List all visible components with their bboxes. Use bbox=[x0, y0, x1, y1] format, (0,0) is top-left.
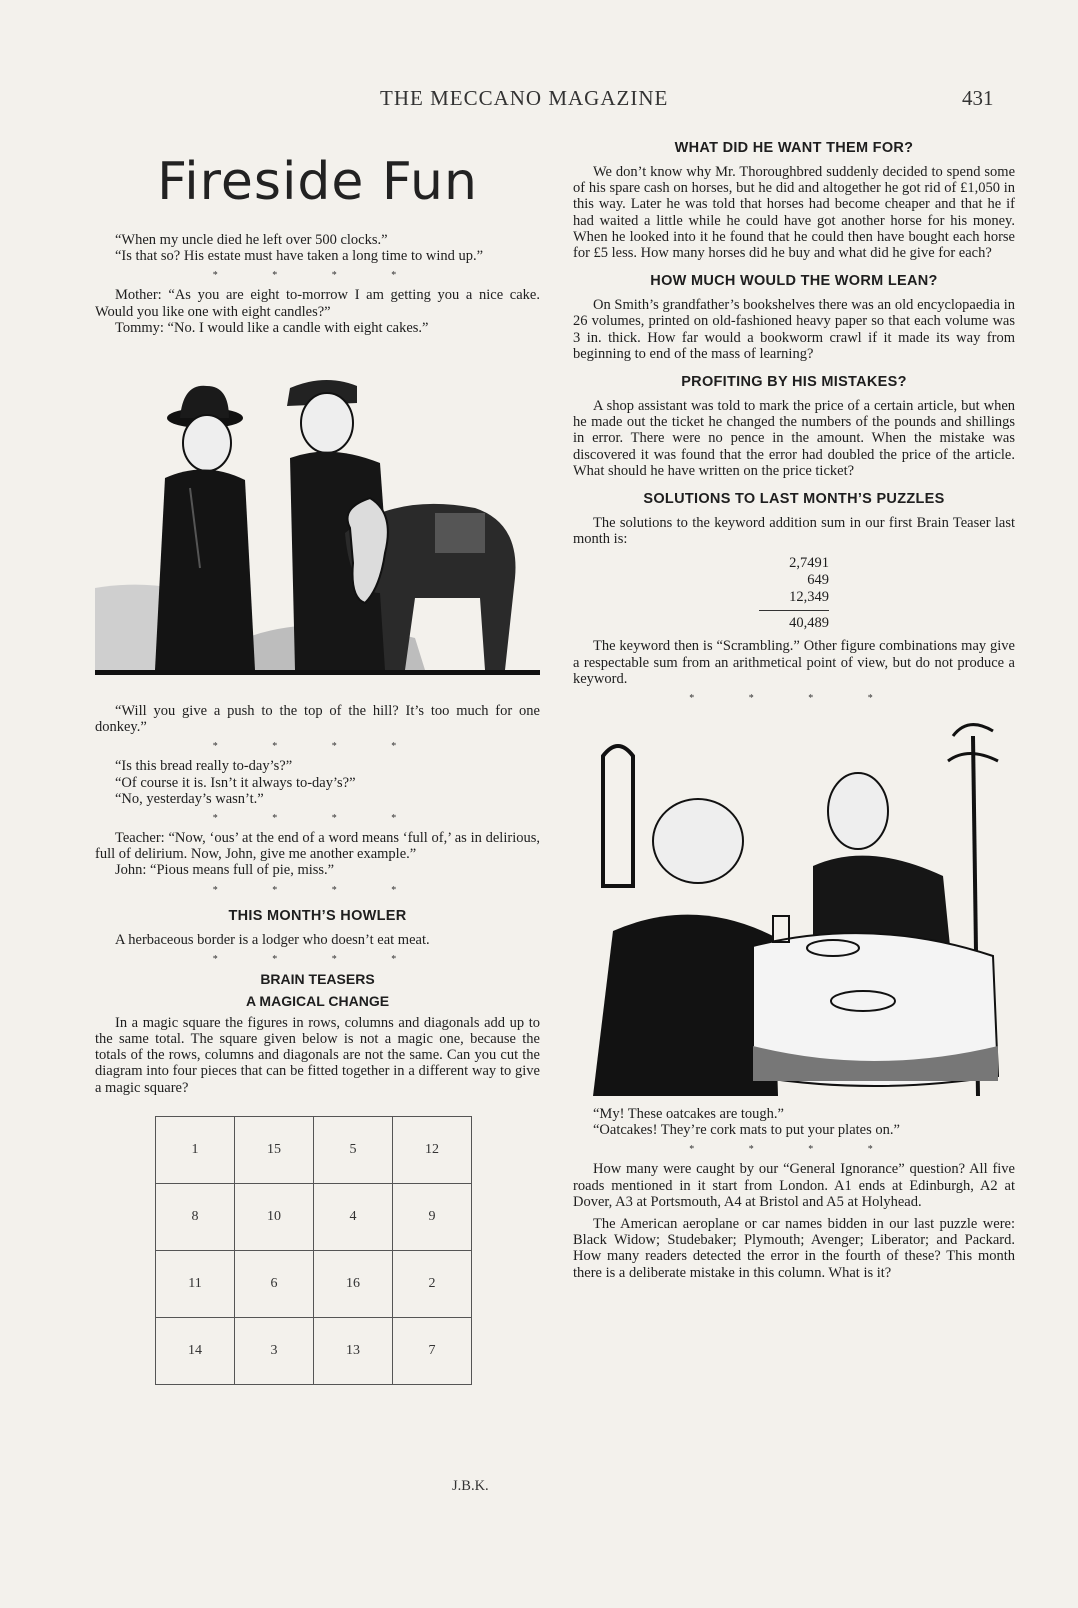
section-divider: * * * * bbox=[212, 953, 423, 965]
section-divider: * * * * bbox=[212, 270, 423, 282]
section-divider: * * * * bbox=[689, 1144, 899, 1156]
section-divider: * * * * bbox=[689, 693, 899, 705]
keyword-text: The keyword then is “Scrambling.” Other figure combinations may give a respectable sum from an arithmetical point of view, but do not produce a keyword. bbox=[573, 638, 1015, 687]
joke-tommy: Tommy: “No. I would like a candle with eight cakes.” bbox=[115, 319, 429, 336]
magic-square-row bbox=[156, 1183, 472, 1250]
magic-square-cell: 11 bbox=[156, 1250, 235, 1317]
magic-square bbox=[155, 1116, 472, 1385]
joke-mother: Mother: “As you are eight to-morrow I am getting you a nice cake. Would you like one with eight candles?” bbox=[95, 287, 540, 320]
magic-square-cell: 14 bbox=[156, 1317, 235, 1384]
section-divider: * * * * bbox=[212, 884, 423, 896]
aeroplane-names-text: The American aeroplane or car names bidden in our last puzzle were: Black Widow; Studebaker; Plymouth; Avenger; Liberator; and Packard. How many readers detected the error in the fourth of these? This month there is a deliberate mistake in this column. What is it? bbox=[573, 1216, 1015, 1281]
magic-square-row bbox=[156, 1250, 472, 1317]
oatcakes-caption-line-2: “Oatcakes! They’re cork mats to put your plates on.” bbox=[593, 1122, 900, 1139]
howler-heading: THIS MONTH’S HOWLER bbox=[228, 907, 407, 924]
mistakes-heading: PROFITING BY HIS MISTAKES? bbox=[681, 374, 907, 391]
horses-text: We don’t know why Mr. Thoroughbred suddenly decided to spend some of his spare cash on horses, but he did and altogether he got rid of £1,050 in this way. Later he was told that horses had become cheaper and that he if had waited a little while he could have got another horse for his money. When he looked into it he found that he could then have bought each horse for £5 less. How many horses did he buy and what did he give for each? bbox=[573, 164, 1015, 262]
magic-square-cell: 4 bbox=[314, 1183, 393, 1250]
horses-heading: WHAT DID HE WANT THEM FOR? bbox=[674, 140, 914, 156]
magic-square-row bbox=[156, 1116, 472, 1183]
magic-square-cell: 5 bbox=[314, 1116, 393, 1183]
donkey-cartoon bbox=[95, 348, 540, 693]
section-divider: * * * * bbox=[212, 741, 423, 753]
joke-clocks-line-1: “When my uncle died he left over 500 clocks.” bbox=[115, 232, 388, 248]
magic-square-cell: 1 bbox=[156, 1116, 235, 1183]
sum-line: 2,7491 bbox=[789, 555, 829, 572]
mistakes-text: A shop assistant was told to mark the price of a certain article, but when he made out the ticket he changed the numbers of the pounds and shillings in error. There were no pence in the amount. When the mistake was discovered it was found that the error had doubled the price of the article. What should he have written on the price ticket? bbox=[573, 398, 1015, 479]
right-column bbox=[573, 140, 1015, 1281]
solutions-intro: The solutions to the keyword addition sum in our first Brain Teaser last month is: bbox=[573, 515, 1015, 548]
sum-line: 649 bbox=[807, 572, 829, 589]
brain-teasers-heading: BRAIN TEASERS bbox=[260, 970, 375, 987]
magical-change-heading: A MAGICAL CHANGE bbox=[245, 992, 390, 1009]
magic-square-cell: 3 bbox=[235, 1317, 314, 1384]
page-number: 431 bbox=[962, 86, 994, 110]
magic-square-cell: 10 bbox=[235, 1183, 314, 1250]
section-divider: * * * * bbox=[212, 813, 423, 825]
joke-clocks-line-2: “Is that so? His estate must have taken a long time to wind up.” bbox=[115, 248, 484, 265]
joke-john: John: “Pious means full of pie, miss.” bbox=[115, 862, 335, 879]
joke-teacher: Teacher: “Now, ‘ous’ at the end of a word means ‘full of,’ as in delirious, full of delirium. Now, John, give me another example.” bbox=[95, 830, 540, 863]
magic-square-cell: 7 bbox=[393, 1317, 472, 1384]
feature-title: Fireside Fun bbox=[157, 152, 478, 212]
donkey-cartoon-caption: “Will you give a push to the top of the hill? It’s too much for one donkey.” bbox=[95, 703, 540, 736]
general-ignorance-text: How many were caught by our “General Ignorance” question? All five roads mentioned in it start from London. A1 ends at Edinburgh, A2 at Dover, A3 at Portsmouth, A4 at Bristol and A5 at Holyhead. bbox=[573, 1161, 1015, 1210]
magic-square-cell: 8 bbox=[156, 1183, 235, 1250]
howler-text: A herbaceous border is a lodger who doesn’t eat meat. bbox=[115, 931, 430, 948]
joke-bread-line-3: “No, yesterday’s wasn’t.” bbox=[115, 790, 264, 807]
magic-square-cell: 6 bbox=[235, 1250, 314, 1317]
magical-change-text: In a magic square the figures in rows, columns and diagonals add up to the same total. The square given below is not a magic one, because the totals of the rows, columns and diagonals are not the same. Can you cut the diagram into four pieces that can be fitted together in a different way to give a magic square? bbox=[95, 1014, 540, 1096]
sum-line: 12,349 bbox=[789, 589, 829, 606]
running-title: THE MECCANO MAGAZINE bbox=[380, 86, 669, 110]
magic-square-cell: 13 bbox=[314, 1317, 393, 1384]
magic-square-cell: 16 bbox=[314, 1250, 393, 1317]
magic-square-row bbox=[156, 1317, 472, 1384]
donkey-cartoon-illustration bbox=[95, 348, 540, 693]
sum-total: 40,489 bbox=[789, 615, 829, 632]
magic-square-cell: 12 bbox=[393, 1116, 472, 1183]
solutions-heading: SOLUTIONS TO LAST MONTH’S PUZZLES bbox=[643, 491, 945, 508]
oatcakes-cartoon-illustration bbox=[573, 716, 1015, 1096]
page-header bbox=[0, 86, 1078, 116]
sum-rule bbox=[759, 610, 829, 611]
magic-square-cell: 2 bbox=[393, 1250, 472, 1317]
magic-square-cell: 9 bbox=[393, 1183, 472, 1250]
oatcakes-caption-line-1: “My! These oatcakes are tough.” bbox=[593, 1106, 784, 1123]
magic-square-cell: 15 bbox=[235, 1116, 314, 1183]
author-signature: J.B.K. bbox=[452, 1478, 489, 1494]
left-column bbox=[95, 140, 540, 1385]
oatcakes-cartoon bbox=[573, 716, 1015, 1096]
joke-bread-line-1: “Is this bread really to-day’s?” bbox=[115, 758, 293, 775]
keyword-sum bbox=[759, 555, 829, 632]
joke-bread-line-2: “Of course it is. Isn’t it always to-day’s?” bbox=[115, 774, 356, 791]
worm-text: On Smith’s grandfather’s bookshelves there was an old encyclopaedia in 26 volumes, printed on old-fashioned heavy paper so that each volume was 3 in. thick. How far would a bookworm crawl if it made its way from beginning to end of the mass of learning? bbox=[573, 297, 1015, 362]
worm-heading: HOW MUCH WOULD THE WORM LEAN? bbox=[650, 273, 938, 290]
